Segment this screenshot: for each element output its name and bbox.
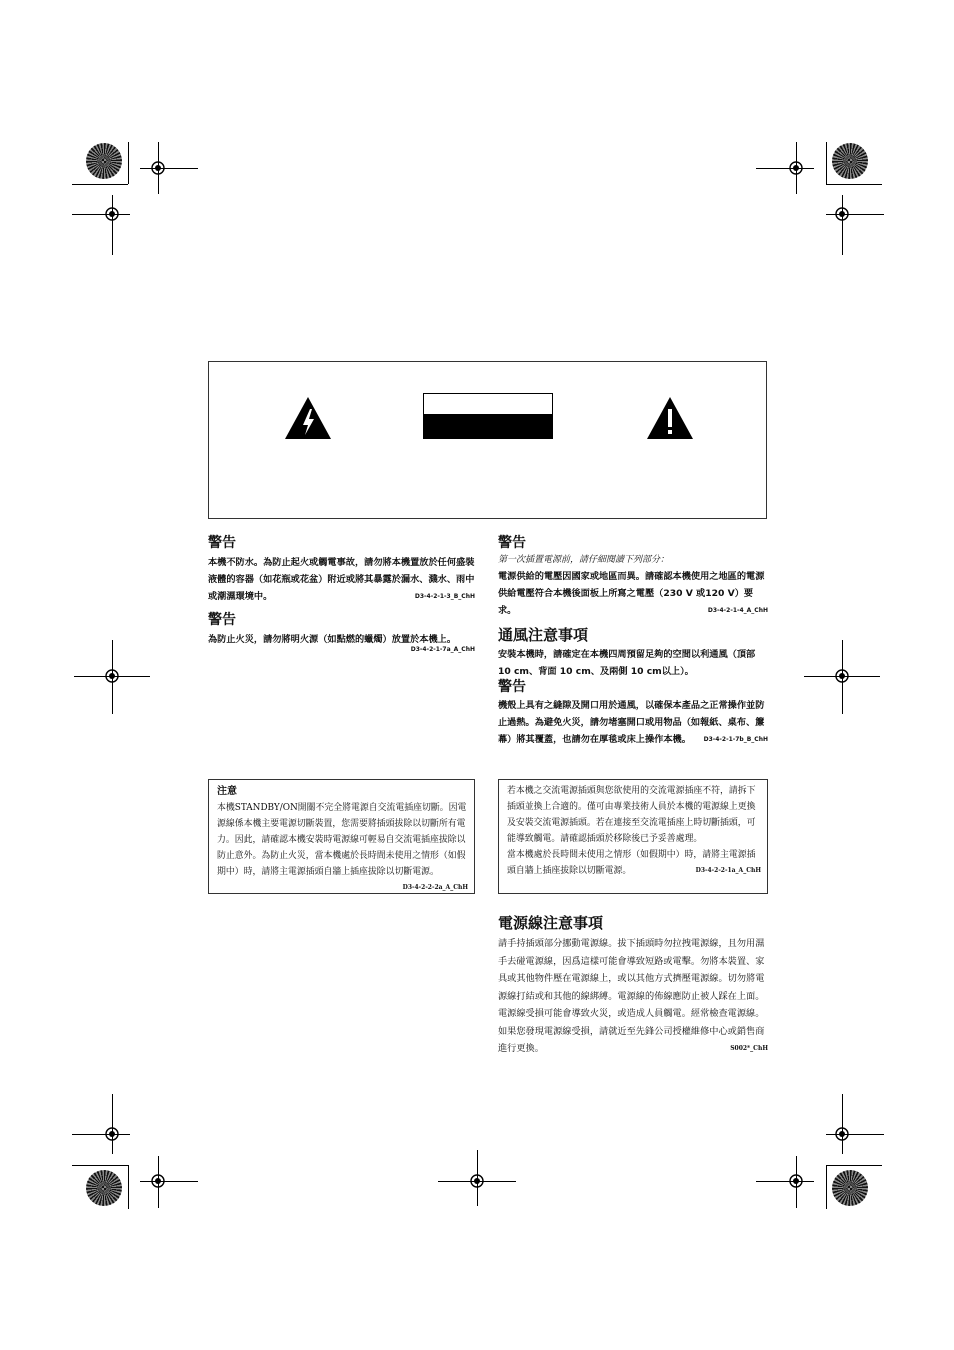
caution-text: 本機STANDBY/ON開關不完全將電源自交流電插座切斷。因電源線係本機主要電源切斷裝置，您需要將插頭拔除以切斷所有電力。因此，請確認本機安裝時電源線可輕易自交流電插座拔除以防止意外。為防止火災，當本機處於長時間未使用之情形（如假期中）時，請將主電源插頭自牆上插座拔除以切斷電源。 [217,803,467,877]
color-bar-icon [832,1170,868,1206]
section-title: 警告 [498,535,526,551]
color-bar-icon [832,143,868,179]
section-title: 警告 [208,612,236,628]
caution-label-block [423,393,553,439]
section-text: 為防止火災，請勿將明火源（如點燃的蠟燭）放置於本機上。 [208,634,457,645]
section-intro: 第一次插置電源前，請仔細閱讀下列部分： [498,555,670,565]
power-cord-section [498,912,768,1058]
caution-title: 注意 [217,786,237,797]
doc-code: D3-4-2-2-1a_A_ChH [695,867,761,874]
section-text: 電源供給的電壓因國家或地區而異。請確認本機使用之地區的電源供給電壓符合本機後面板上所寫之電壓（230 V 或120 V）要求。 [498,571,765,616]
warning-fire [208,609,475,654]
lightning-warning-icon [283,395,333,441]
registration-mark-icon [831,665,853,687]
section-text: 機殼上具有之縫隙及開口用於通風，以確保本產品之正常操作並防止過熱。為避免火災，請勿堵塞開口或用物品（如報紙、桌布、簾幕）將其覆蓋，也請勿在厚毯或床上操作本機。 [498,700,765,745]
exclamation-warning-icon [645,395,695,441]
doc-code: D3-4-2-1-7b_B_ChH [703,736,768,743]
warning-openings [498,676,768,748]
color-bar-icon [86,143,122,179]
registration-mark-icon [785,157,807,179]
ventilation-section [498,624,768,680]
warning-voltage [498,532,768,619]
plug-text: 若本機之交流電源插頭與您欲使用的交流電源插座不符，請拆下插頭並換上合適的。僅可由專業技術人員於本機的電源線上更換及安裝交流電源插頭。若在連接至交流電插座上時切斷插頭，可能導致觸電。請確認插頭於移除後已予妥善處理。 [507,786,756,844]
doc-code: D3-4-2-1-7a_A_ChH [410,646,475,653]
plug-notice-box [498,779,768,894]
section-text: 本機不防水。為防止起火或觸電事故，請勿將本機置放於任何盛裝液體的容器（如花瓶或花盆）附近或將其暴露於漏水、濺水、雨中或潮濕環境中。 [208,557,475,602]
registration-mark-icon [101,665,123,687]
doc-code: D3-4-2-1-4_A_ChH [707,607,768,614]
registration-mark-icon [101,1123,123,1145]
registration-mark-icon [101,203,123,225]
registration-mark-icon [466,1170,488,1192]
section-title: 警告 [208,535,236,551]
section-title: 警告 [498,679,526,695]
caution-standby-box [208,779,475,894]
section-title: 通風注意事項 [498,626,589,644]
color-bar-icon [86,1170,122,1206]
doc-code: D3-4-2-2-2a_A_ChH [402,884,468,891]
section-text: 安裝本機時，請確定在本機四周預留足夠的空間以利通風（頂部 10 cm、背面 10 cm、及兩側 10 cm以上）。 [498,649,756,677]
registration-mark-icon [785,1170,807,1192]
registration-mark-icon [831,1123,853,1145]
doc-code: D3-4-2-1-3_B_ChH [414,593,475,600]
registration-mark-icon [831,203,853,225]
plug-text: 當本機處於長時間未使用之情形（如假期中）時，請將主電源插頭自牆上插座拔除以切斷電源。 [507,850,756,876]
safety-symbol-box [208,361,767,519]
section-title: 電源線注意事項 [498,914,604,932]
section-text: 請手持插頭部分挪動電源線。拔下插頭時勿拉拽電源線，且勿用濕手去碰電源線，因爲這樣可能會導致短路或電擊。勿將本裝置、家具或其他物件壓在電源線上，或以其他方式擠壓電源線。切勿將電源線打結或和其他的線綁縛。電源線的佈線應防止被人踩在上面。電源線受損可能會導致火災，或造成人員觸電。經常檢查電源線。如果您發現電源線受損，請就近至先鋒公司授權維修中心或銷售商進行更換。 [498,938,765,1054]
warning-water [208,532,475,605]
registration-mark-icon [147,157,169,179]
registration-mark-icon [147,1170,169,1192]
doc-code: S002*_ChH [730,1045,768,1052]
